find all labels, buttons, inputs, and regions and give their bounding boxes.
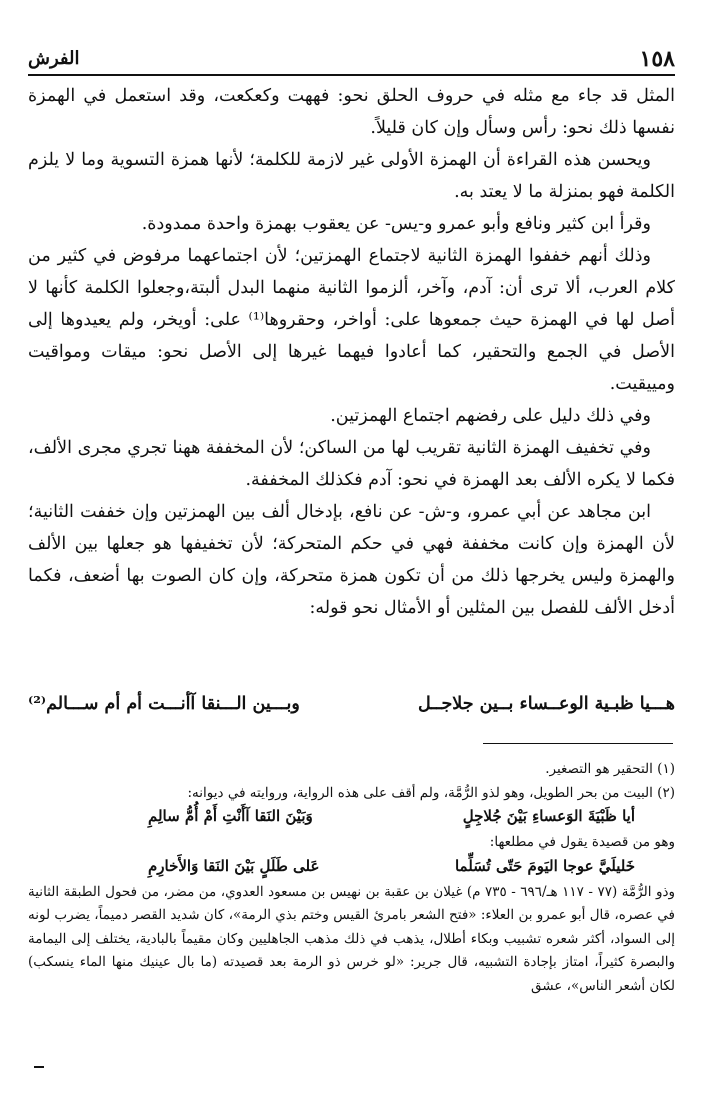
paragraph: ويحسن هذه القراءة أن الهمزة الأولى غير لازمة للكلمة؛ لأنها همزة التسوية وما لا يلزم الكلمة فهو بمنزلة ما لا يعتد به.	[28, 150, 675, 202]
page-number: ١٥٨	[639, 46, 675, 72]
footnotes	[28, 758, 675, 998]
footnote-2-biography: وذو الرُّمَّة (٧٧ - ١١٧ هـ/٦٩٦ - ٧٣٥ م) غيلان بن عقبة بن نهيس بن مسعود العدوي، من مضر، من فحول الطبقة الثانية في عصره، قال أبو عمرو بن العلاء: «فتح الشعر بامرئ القيس وختم بذي الرمة»، كان شديد القصر دميماً، يضرب لونه إلى السواد، أكثر شعره تشبيب وبكاء أطلال، يذهب في ذلك مذهب الجاهليين وكان مقيماً بالبادية، يختلف إلى اليمامة والبصرة كثيراً، امتاز بإجادة التشبيه، قال جرير: «لو خرس ذو الرمة بعد قصيدته (ما بال عينيك منها الماء ينسكب) لكان أشعر الناس»، عشق	[28, 883, 675, 994]
paragraph: وفي ذلك دليل على رفضهم اجتماع الهمزتين.	[330, 406, 651, 426]
section-title: الفرش	[28, 48, 80, 69]
continuation-dash	[34, 1066, 44, 1068]
footnote-1: (١) التحقير هو التصغير.	[545, 761, 675, 777]
paragraph: وذلك أنهم خففوا الهمزة الثانية لاجتماع الهمزتين؛ لأن اجتماعهما مرفوض في كثير من كلام العرب، ألا ترى أن: آدم، وآخر، ألزموا الثانية منهما البدل ألبتة،وجعلوا الكلمة كأنها لا أصل لها في الهمزة حيث جمعوها على: أواخر، وحقروها⁽¹⁾ على: أويخر، ولم يعيدوها إلى الأصل في الجمع والتحقير، كما أعادوا فيهما غيرها إلى الأصل نحو: ميقات ومواقيت ومييقيت.	[28, 246, 675, 394]
poem-verse	[28, 694, 675, 726]
verse-first-hemistich: هـــيا ظبـية الوعــساء بــين جلاجــل	[417, 694, 675, 714]
footnote-2-mid: وهو من قصيدة يقول في مطلعها:	[489, 834, 675, 850]
footnote-verse-1-second: وَبَيْنَ النَقا آأَنْتِ أَمْ أُمُّ سالِمِ	[148, 807, 313, 825]
footnote-verse-2-first: خَليلَيَّ عوجا اليَومَ حَتّى تُسَلِّما	[454, 856, 635, 875]
footnote-verse-1-first: أيا ظَبْيَةَ الوَعساءِ بَيْنَ جُلاجِلٍ	[462, 807, 635, 825]
footnote-verse-2-second: عَلى طَلَلٍ بَيْنَ النَقا وَالأَخارِمِ	[148, 856, 320, 875]
paragraph: وفي تخفيف الهمزة الثانية تقريب لها من الساكن؛ لأن المخففة ههنا تجري مجرى الألف، فكما لا يكره الألف بعد الهمزة في نحو: آدم فكذلك المخففة.	[28, 438, 675, 490]
paragraph: ابن مجاهد عن أبي عمرو، و-ش- عن نافع، بإدخال ألف بين الهمزتين وإن خففت الثانية؛ لأن الهمزة وإن كانت مخففة فهي في حكم المتحركة؛ لأن تخفيفها هو جعلها بين الألف والهمزة وليس يخرجها ذلك من أن تكون همزة متحركة، وإن كان الصوت بها أضعف، فكما أدخل الألف للفصل بين المثلين أو الأمثال نحو قوله:	[28, 502, 675, 618]
verse-second-hemistich: وبـــين الـــنقا آأنـــت أم أم ســـالم⁽²⁾	[28, 694, 300, 714]
footnote-separator	[483, 743, 673, 744]
footnote-2-intro: (٢) البيت من بحر الطويل، وهو لذو الرُّمَّة، ولم أقف على هذه الرواية، وروايته في ديوانه:	[187, 784, 675, 801]
paragraph: وقرأ ابن كثير ونافع وأبو عمرو و-يس- عن يعقوب بهمزة واحدة ممدودة.	[141, 214, 651, 234]
page-header	[28, 42, 675, 76]
paragraph: المثل قد جاء مع مثله في حروف الحلق نحو: فههت وكعكعت، وقد استعمل في الهمزة نفسها ذلك نحو: رأس وسأل وإن كان قليلاً.	[28, 86, 675, 138]
footnote-verse-2	[28, 855, 675, 881]
main-text	[28, 80, 675, 624]
footnote-verse-1	[28, 805, 675, 831]
